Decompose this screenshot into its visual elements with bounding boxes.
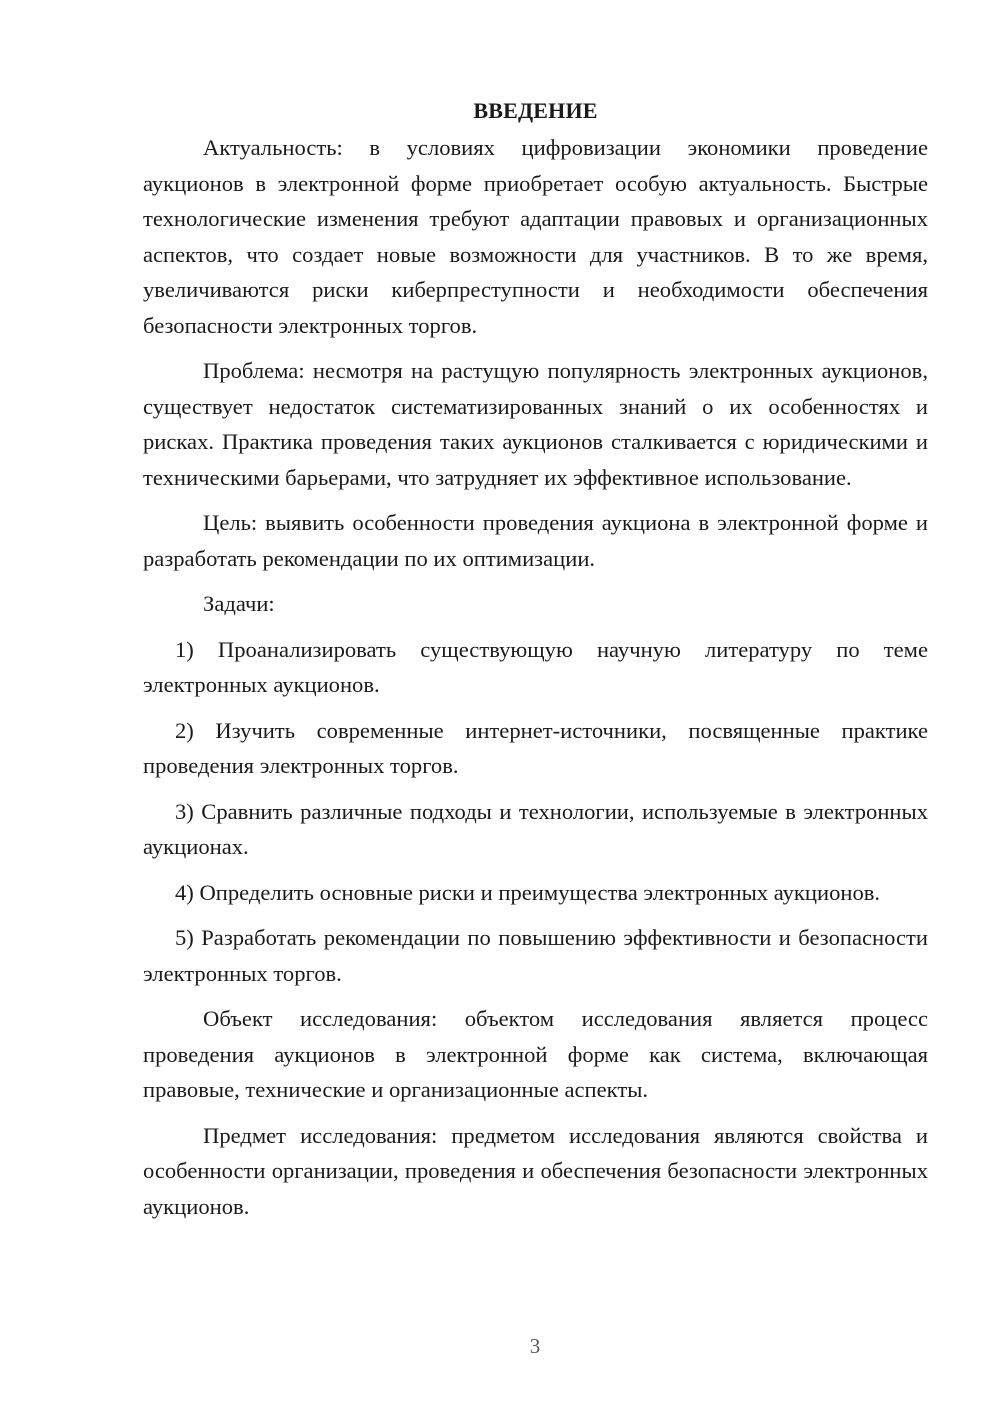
task-item-5: 5) Разработать рекомендации по повышению эффективности и безопасности электронных торгов.: [143, 925, 928, 986]
relevance-paragraph: Актуальность: в условиях цифровизации экономики проведение аукционов в электронной форме приобретает особую актуальность. Быстрые технологические изменения требуют адаптации правовых и организационных аспектов, что создает новые возможности для участников. В то же время, увеличиваются риски киберпреступности и необходимости обеспечения безопасности электронных торгов.: [143, 135, 928, 338]
task-item-4: 4) Определить основные риски и преимущества электронных аукционов.: [175, 879, 881, 905]
goal-paragraph: Цель: выявить особенности проведения аукциона в электронной форме и разработать рекомендации по их оптимизации.: [143, 510, 928, 571]
task-item-1: 1) Проанализировать существующую научную литературу по теме электронных аукционов.: [143, 636, 928, 697]
document-page: [143, 96, 928, 1234]
task-item-3: 3) Сравнить различные подходы и технологии, используемые в электронных аукционах.: [143, 798, 928, 859]
task-item-2: 2) Изучить современные интернет-источники, посвященные практике проведения электронных торгов.: [143, 717, 928, 778]
object-paragraph: Объект исследования: объектом исследования является процесс проведения аукционов в электронной форме как система, включающая правовые, технические и организационные аспекты.: [143, 1006, 928, 1102]
subject-paragraph: Предмет исследования: предметом исследования являются свойства и особенности организации, проведения и обеспечения безопасности электронных аукционов.: [143, 1122, 928, 1219]
tasks-heading: Задачи:: [203, 591, 275, 616]
problem-paragraph: Проблема: несмотря на растущую популярность электронных аукционов, существует недостаток систематизированных знаний о их особенностях и рисках. Практика проведения таких аукционов сталкивается с юридическими и техническими барьерами, что затрудняет их эффективное использование.: [143, 358, 928, 490]
section-title: ВВЕДЕНИЕ: [473, 98, 598, 123]
page-number: 3: [529, 1334, 541, 1358]
